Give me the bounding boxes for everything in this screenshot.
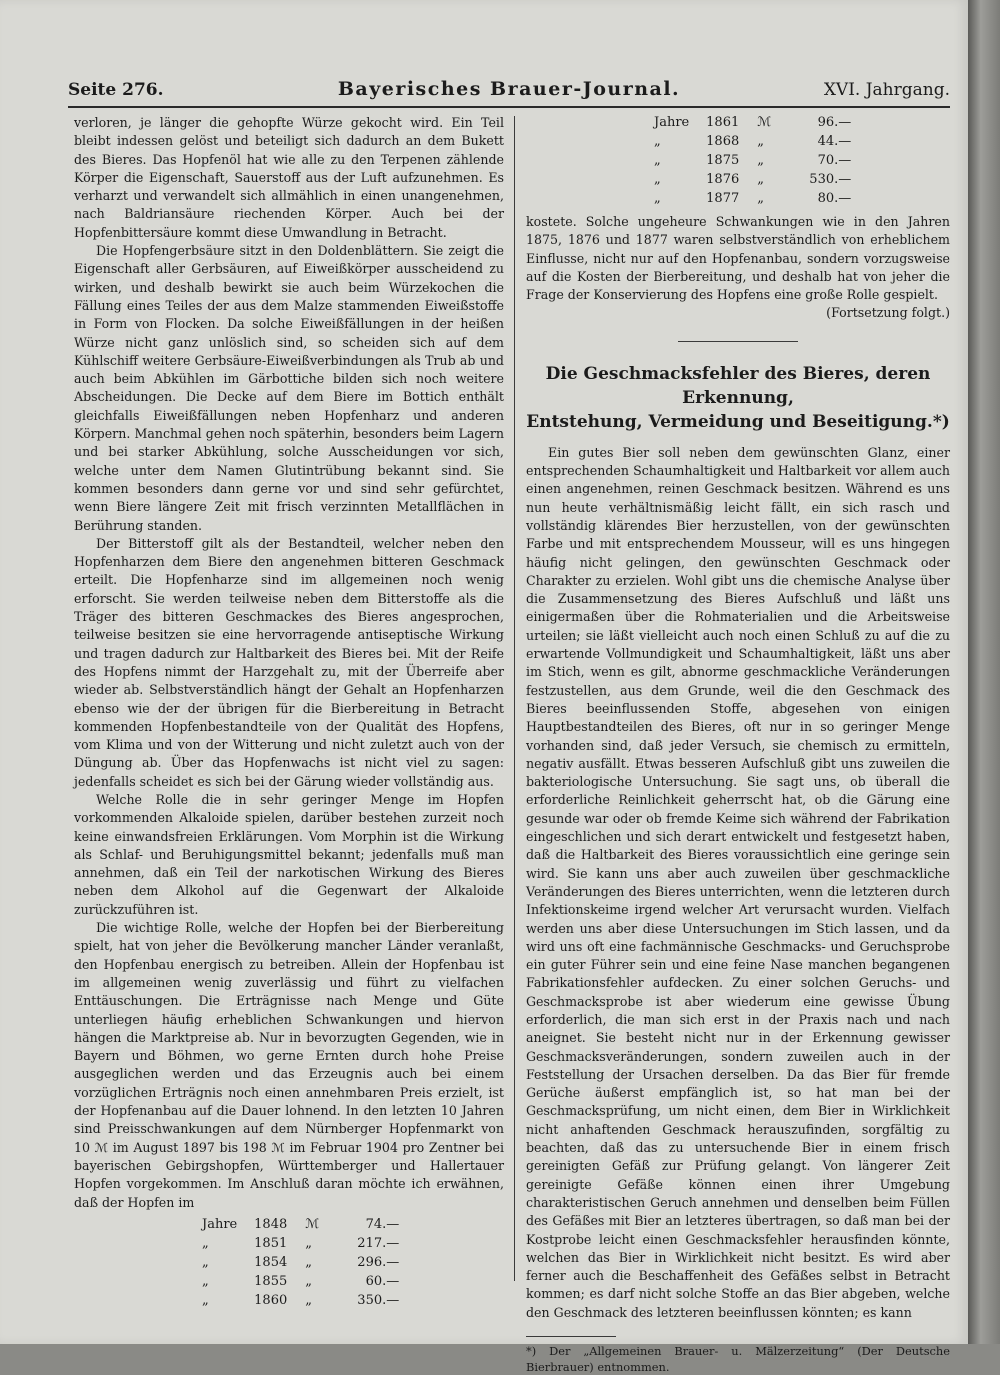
row-year: 1851 xyxy=(254,1236,288,1252)
row-unit: „ xyxy=(757,172,764,188)
row-prefix: „ xyxy=(202,1236,209,1252)
table-row xyxy=(654,114,857,133)
right-column xyxy=(526,114,950,1375)
row-prefix: „ xyxy=(202,1255,209,1271)
article-title xyxy=(526,362,950,434)
page-header xyxy=(68,76,950,108)
row-year: 1868 xyxy=(706,134,740,150)
table-row xyxy=(202,1216,405,1235)
row-unit: „ xyxy=(305,1255,312,1271)
row-prefix: „ xyxy=(654,134,661,150)
row-value: 350.— xyxy=(357,1293,400,1309)
hop-price-table-continued xyxy=(654,114,857,209)
row-prefix: Jahre xyxy=(654,115,690,131)
table-row xyxy=(202,1273,405,1292)
paragraph: verloren, je länger die gehopfte Würze gekocht wird. Ein Teil bleibt indessen gelöst und beteiligt sich dadurch an dem Bukett des Bieres. Das Hopfenöl hat wie alle zu den Terpenen zählende Körper die Eigenschaft, Sauerstoff aus der Luft aufzunehmen. Es verharzt und verwandelt sich allmählich in einen unangenehmen, nach Baldriansäure riechenden Körper. Auch bei der Hopfenbittersäure kommt diese Umwandlung in Betracht. xyxy=(74,115,504,240)
volume-label: XVI. Jahrgang. xyxy=(823,80,950,100)
row-year: 1861 xyxy=(706,115,740,131)
hop-price-table xyxy=(202,1216,405,1311)
row-prefix: „ xyxy=(202,1274,209,1290)
row-value: 74.— xyxy=(365,1217,400,1233)
row-unit: „ xyxy=(757,134,764,150)
table-row xyxy=(654,152,857,171)
row-unit: ℳ xyxy=(305,1217,320,1233)
left-column xyxy=(74,114,504,1311)
row-prefix: Jahre xyxy=(202,1217,238,1233)
paragraph: Die wichtige Rolle, welche der Hopfen bei der Bierbereitung spielt, hat von jeher die Bevölkerung mancher Länder veranlaßt, den Hopfenbau energisch zu betreiben. Allein der Hopfenbau ist im allgemeinen wenig zuverlässig und führt zu vielfachen Enttäuschungen. Die Erträgnisse nach Menge und Güte unterliegen häufig erheblichen Schwankungen und hiervon hängen die Marktpreise ab. Nur in bevorzugten Gegenden, wie in Bayern und Böhmen, wo gerne Ernten durch hohe Preise ausgeglichen werden und das Erzeugnis auch bei einem vorzüglichen Erträgnis noch einen annehmbaren Preis erzielt, ist der Hopfenanbau auf die Dauer lohnend. In den letzten 10 Jahren sind Preisschwankungen auf dem Nürnberger Hopfenmarkt von 10 ℳ im August 1897 bis 198 ℳ im Februar 1904 pro Zentner bei bayerischen Gebirgshopfen, Württemberger und Hallertauer Hopfen vorgekommen. Im Anschluß daran möchte ich erwähnen, daß der Hopfen im xyxy=(74,920,504,1210)
row-value: 70.— xyxy=(817,153,852,169)
row-prefix: „ xyxy=(654,191,661,207)
paragraph: Welche Rolle die in sehr geringer Menge im Hopfen vorkommenden Alkaloide spielen, darüber bestehen zurzeit noch keine einwandsfreien Erklärungen. Vom Morphin ist die Wirkung als Schlaf- und Beruhigungsmittel bekannt; jedenfalls muß man annehmen, daß ein Teil der narkotischen Wirkung des Bieres neben dem Alkohol auf die Gegenwart der Alkaloide zurückzuführen ist. xyxy=(74,791,504,917)
row-value: 44.— xyxy=(817,134,852,150)
row-prefix: „ xyxy=(654,172,661,188)
row-value: 530.— xyxy=(809,172,852,188)
row-value: 80.— xyxy=(817,191,852,207)
table-row xyxy=(202,1235,405,1254)
row-value: 217.— xyxy=(357,1236,400,1252)
row-prefix: „ xyxy=(202,1293,209,1309)
paragraph: Die Hopfengerbsäure sitzt in den Doldenblättern. Sie zeigt die Eigenschaft aller Gerbsäuren, auf Eiweißkörper ausscheidend zu wirken, und deshalb bewirkt sie auch beim Würzekochen die Fällung eines Teiles der aus dem Malze stammenden Eiweißstoffe in Form von Flocken. Da solche Eiweißfällungen in der heißen Würze nicht ganz unlöslich sind, so scheiden sich auf dem Kühlschiff weitere Gerbsäure-Eiweißverbindungen als Trub ab und auch beim Abkühlen im Gärbottiche bilden sich noch weitere Abscheidungen. Die Decke auf dem Biere im Bottich enthält gleichfalls Eiweißfällungen neben Hopfenharz und anderen Körpern. Manchmal gehen noch späterhin, besonders beim Lagern und bei starker Abkühlung, solche Ausscheidungen vor sich, welche unter dem Namen Glutintrübung bekannt sind. Sie kommen besonders dann gerne vor und sind sehr gefürchtet, wenn Biere längere Zeit mit frisch verzinnten Metallflächen in Berührung standen. xyxy=(74,243,504,533)
paragraph: kostete. Solche ungeheure Schwankungen wie in den Jahren 1875, 1876 und 1877 waren selbstverständlich von erheblichem Einflusse, nicht nur auf den Hopfenanbau, sondern vorzugsweise auf die Kosten der Bierbereitung, und deshalb hat von jeher die Frage der Konservierung des Hopfens eine große Rolle gespielt. xyxy=(526,214,950,303)
row-unit: „ xyxy=(305,1293,312,1309)
row-prefix: „ xyxy=(654,153,661,169)
table-row xyxy=(202,1292,405,1311)
paragraph: Der Bitterstoff gilt als der Bestandteil, welcher neben den Hopfenharzen dem Biere den angenehmen bitteren Geschmack erteilt. Die Hopfenharze sind im allgemeinen noch wenig erforscht. Sie werden teilweise neben dem Bitterstoffe als die Träger des bitteren Geschmackes des Bieres angesprochen, teilweise besitzen sie eine hervorragende antiseptische Wirkung und tragen dadurch zur Haltbarkeit des Bieres bei. Mit der Reife des Hopfens nimmt der Harzgehalt zu, mit der Überreife aber wieder ab. Selbstverständlich hängt der Gehalt an Hopfenharzen ebenso wie der der übrigen für die Bierbereitung in Betracht kommenden Hopfenbestandteile von der Qualität des Hopfens, vom Klima und von der Witterung und nicht zuletzt auch von der Düngung ab. Über das Hopfenwachs ist nicht viel zu sagen: jedenfalls scheidet es sich bei der Gärung wieder vollständig aus. xyxy=(74,535,504,789)
row-year: 1875 xyxy=(706,153,740,169)
table-row xyxy=(654,133,857,152)
row-unit: „ xyxy=(757,191,764,207)
table-row xyxy=(202,1254,405,1273)
column-divider xyxy=(514,116,515,1281)
row-year: 1860 xyxy=(254,1293,288,1309)
row-unit: „ xyxy=(757,153,764,169)
book-edge-shadow xyxy=(968,0,1000,1344)
section-divider xyxy=(678,341,798,342)
row-year: 1854 xyxy=(254,1255,288,1271)
journal-title: Bayerisches Brauer-Journal. xyxy=(337,78,681,100)
row-value: 60.— xyxy=(365,1274,400,1290)
table-row xyxy=(654,171,857,190)
row-year: 1876 xyxy=(706,172,740,188)
row-unit: ℳ xyxy=(757,115,772,131)
article-title-line: Entstehung, Vermeidung und Beseitigung.*) xyxy=(526,411,950,432)
row-unit: „ xyxy=(305,1274,312,1290)
table-row xyxy=(654,190,857,209)
row-year: 1877 xyxy=(706,191,740,207)
continued-note: (Fortsetzung folgt.) xyxy=(826,305,950,321)
row-value: 296.— xyxy=(357,1255,400,1271)
row-value: 96.— xyxy=(817,115,852,131)
row-year: 1855 xyxy=(254,1274,288,1290)
row-unit: „ xyxy=(305,1236,312,1252)
row-year: 1848 xyxy=(254,1217,288,1233)
footnote: *) Der „Allgemeinen Brauer- u. Mälzerzeitung“ (Der Deutsche Bierbrauer) entnommen. xyxy=(526,1344,950,1375)
footnote-rule xyxy=(526,1336,616,1337)
page-number: Seite 276. xyxy=(68,80,164,100)
article-title-line: Die Geschmacksfehler des Bieres, deren Erkennung, xyxy=(545,363,931,408)
paragraph: Ein gutes Bier soll neben dem gewünschten Glanz, einer entsprechenden Schaumhaltigkeit und Haltbarkeit vor allem auch einen angenehmen, reinen Geschmack besitzen. Während es uns nun heute verhältnismäßig leicht fällt, ein sich rasch und vollständig klärendes Bier herzustellen, von der gewünschten Farbe und mit entsprechendem Mousseur, will es uns hingegen häufig nicht gelingen, den gewünschten Geschmack oder Charakter zu erzielen. Wohl gibt uns die chemische Analyse über die Zusammensetzung des Bieres Aufschluß und läßt uns einigermaßen über die Rohmaterialien und die Arbeitsweise urteilen; sie läßt vielleicht auch noch einen Schluß zu auf die zu erwartende Vollmundigkeit und Schaumhaltigkeit, läßt uns aber im Stich, wenn es gilt, abnorme geschmackliche Veränderungen festzustellen, aus dem Grunde, weil die den Geschmack des Bieres beeinflussenden Stoffe, abgesehen von einigen Hauptbestandteilen des Bieres, oft nur in so geringer Menge vorhanden sind, daß jeder Versuch, sie chemisch zu ermitteln, negativ ausfällt. Etwas besseren Aufschluß gibt uns zuweilen die bakteriologische Untersuchung. Sie sagt uns, ob überall die erforderliche Reinlichkeit geherrscht hat, ob die Gärung eine gesunde war oder ob fremde Keime sich während der Fabrikation eingeschlichen und sich derart entwickelt und festgesetzt haben, daß die Haltbarkeit des Bieres voraussichtlich eine geringe sein wird. Sie kann uns aber auch zuweilen über geschmackliche Veränderungen des Bieres unterrichten, wenn die letzteren durch Infektionskeime irgend welcher Art verursacht wurden. Vielfach werden uns aber diese Untersuchungen im Stich lassen, und da wird uns oft eine fachmännische Geschmacks- und Geruchsprobe ein guter Führer sein und eine feine Nase manchen begangenen Fabrikationsfehler aufdecken. Zu einer solchen Geruchs- und Geschmacksprobe ist aber wiederum eine gewisse Übung erforderlich, die man sich erst in der Praxis nach und nach aneignet. Sie besteht nicht nur in der Erkennung gewisser Geschmacksveränderungen, sondern zuweilen auch in der Feststellung der Ursachen derselben. Da das Bier für fremde Gerüche äußerst empfänglich ist, so hat man bei der Geschmacksprüfung, um nicht einen, dem Bier in Wirklichkeit nicht anhaftenden Geschmack herauszufinden, sorgfältig zu beachten, daß das zu untersuchende Bier in einem frisch gereinigten Gefäß zur Prüfung gelangt. Von längerer Zeit gereinigte Gefäße können einen ihrer Umgebung charakteristischen Geruch annehmen und denselben beim Füllen des Gefäßes mit Bier an letzteres übertragen, so daß man bei der Kostprobe leicht einen Geschmacksfehler herausfinden könnte, welchen das Bier in Wirklichkeit nicht besitzt. Es wird aber ferner auch die Beschaffenheit des Gefäßes selbst in Betracht kommen; es darf nicht solche Stoffe an das Bier abgeben, welche den Geschmack des letzteren beeinflussen könnten; es kann xyxy=(526,444,950,1320)
